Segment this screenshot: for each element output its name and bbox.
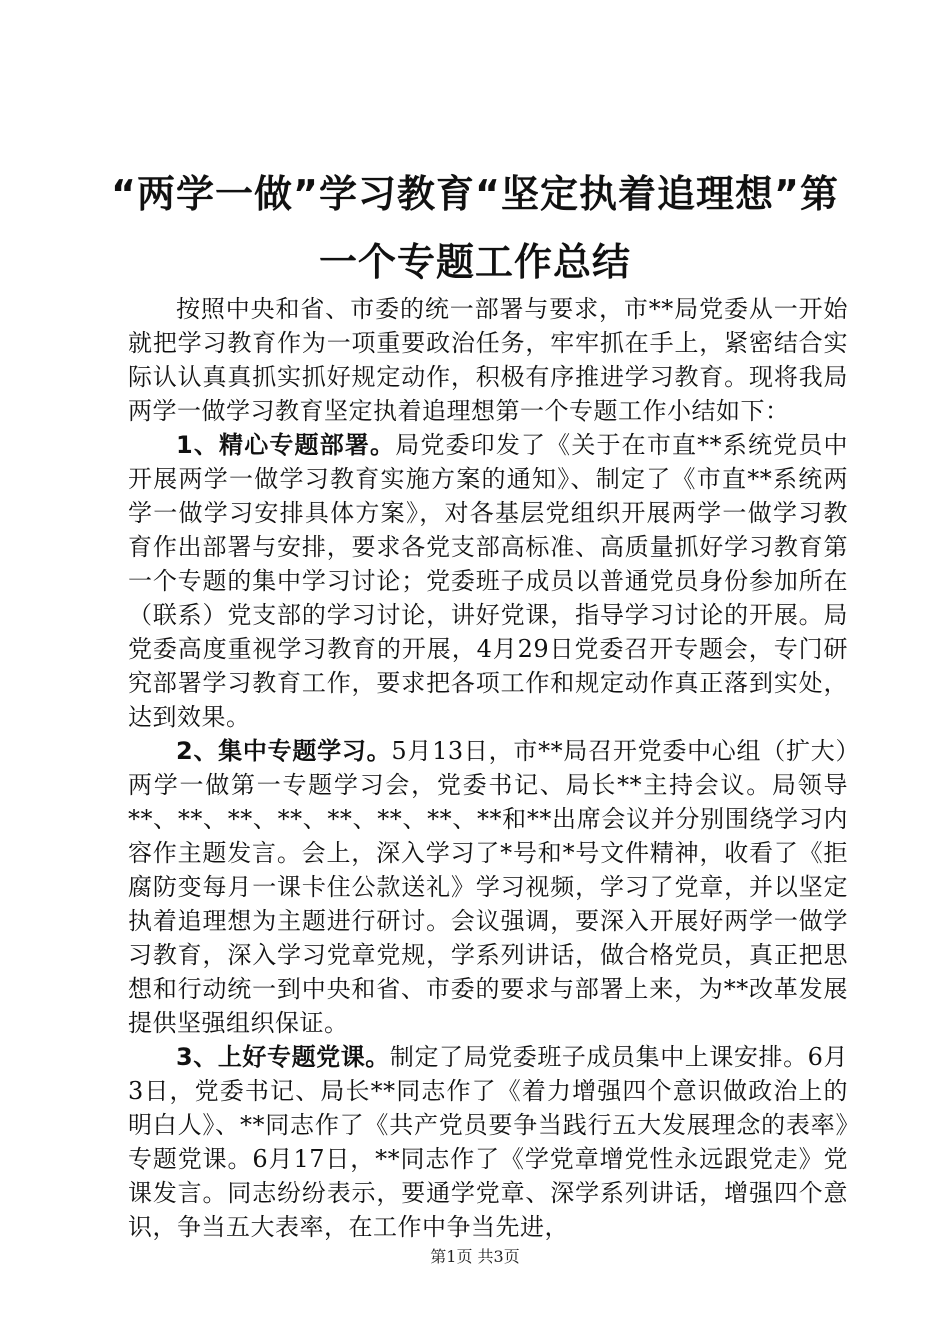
section-text-3: 制定了局党委班子成员集中上课安排。6月3日，党委书记、局长**同志作了《着力增强四个意识做政治上的明白人》、**同志作了《共产党员要争当践行五大发展理念的表率》专题党课。6月17日，**同志作了《学党章增党性永远跟党走》党课发言。同志纷纷表示，要通学党章、深学系列讲话，增强四个意识，争当五大表率，在工作中争当先进，	[128, 1043, 848, 1241]
title-line-2: 一个专题工作总结	[318, 240, 631, 284]
section-heading-3: 3、上好专题党课。	[176, 1043, 390, 1071]
section-text-1: 局党委印发了《关于在市直**系统党员中开展两学一做学习教育实施方案的通知》、制定了《市直**系统两学一做学习安排具体方案》，对各基层党组织开展两学一做学习教育作出部署与安排，要求各党支部高标准、高质量抓好学习教育第一个专题的集中学习讨论；党委班子成员以普通党员身份参加所在（联系）党支部的学习讨论，讲好党课，指导学习讨论的开展。局党委高度重视学习教育的开展，4月29日党委召开专题会，专门研究部署学习教育工作，要求把各项工作和规定动作真正落到实处，达到效果。	[128, 431, 848, 731]
intro-paragraph: 按照中央和省、市委的统一部署与要求，市**局党委从一开始就把学习教育作为一项重要政治任务，牢牢抓在手上，紧密结合实际认认真真抓实抓好规定动作，积极有序推进学习教育。现将我局两学一做学习教育坚定执着追理想第一个专题工作小结如下：	[128, 295, 848, 425]
page-footer: 第1页 共3页	[430, 1247, 520, 1266]
section-paragraph-3	[128, 1040, 848, 1244]
section-paragraph-2	[128, 734, 848, 1040]
section-heading-1: 1、精心专题部署。	[176, 431, 396, 459]
section-heading-2: 2、集中专题学习。	[176, 737, 392, 765]
document-body	[128, 292, 848, 1244]
section-paragraph-1	[128, 428, 848, 734]
document-title	[90, 160, 860, 296]
title-line-1: “两学一做”学习教育“坚定执着追理想”第	[111, 172, 839, 216]
section-text-2: 5月13日，市**局召开党委中心组（扩大）两学一做第一专题学习会，党委书记、局长**主持会议。局领导**、**、**、**、**、**、**、**和**出席会议并分别围绕学习内容作主题发言。会上，深入学习了*号和*号文件精神，收看了《拒腐防变每月一课卡住公款送礼》学习视频，学习了党章，并以坚定执着追理想为主题进行研讨。会议强调，要深入开展好两学一做学习教育，深入学习党章党规，学系列讲话，做合格党员，真正把思想和行动统一到中央和省、市委的要求与部署上来，为**改革发展提供坚强组织保证。	[128, 737, 849, 1037]
